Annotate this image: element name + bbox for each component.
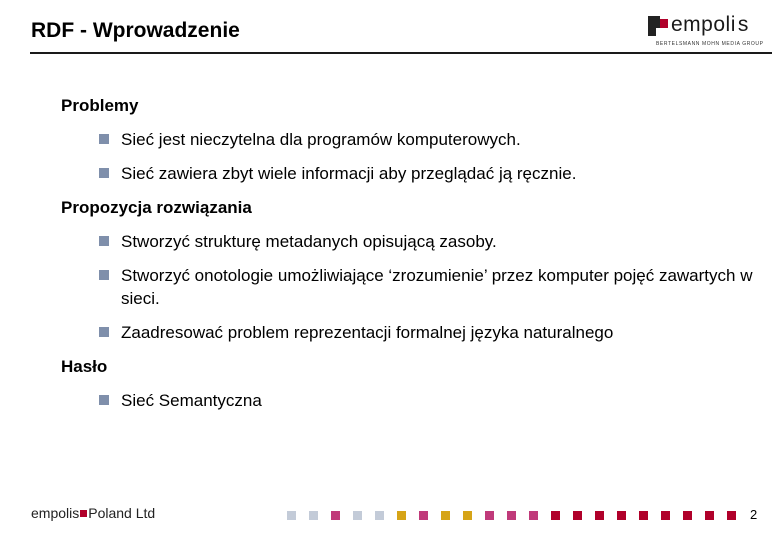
footer-square — [397, 511, 406, 520]
list-item — [61, 162, 761, 185]
square-bullet-icon — [99, 395, 109, 405]
footer-square — [617, 511, 626, 520]
footer-square — [551, 511, 560, 520]
footer-square — [705, 511, 714, 520]
bullet-list — [61, 128, 761, 185]
section-heading: Hasło — [61, 357, 108, 376]
footer-square — [353, 511, 362, 520]
logo-subtitle: BERTELSMANN MOHN MEDIA GROUP — [656, 41, 764, 47]
slide-title: RDF - Wprowadzenie — [31, 19, 240, 42]
brand-square-icon — [80, 510, 87, 517]
footer-square — [485, 511, 494, 520]
page-number: 2 — [750, 507, 758, 522]
list-item-text: Sieć jest nieczytelna dla programów komputerowych. — [121, 130, 521, 149]
slide-content — [61, 95, 761, 412]
footer-square — [727, 511, 736, 520]
square-bullet-icon — [99, 270, 109, 280]
square-bullet-icon — [99, 134, 109, 144]
title-divider — [30, 52, 772, 54]
list-item-text: Zaadresować problem reprezentacji formalnej języka naturalnego — [121, 323, 614, 342]
section-heading: Propozycja rozwiązania — [61, 198, 252, 217]
list-item-text: Stworzyć strukturę metadanych opisującą zasoby. — [121, 232, 497, 251]
footer-brand: empolis — [31, 505, 80, 521]
footer-square — [683, 511, 692, 520]
footer-square — [463, 511, 472, 520]
footer-square — [331, 511, 340, 520]
list-item — [61, 321, 761, 344]
logo-wordmark: empolis — [671, 13, 749, 36]
square-bullet-icon — [99, 236, 109, 246]
footer-suffix: Poland Ltd — [88, 505, 156, 521]
list-item — [61, 230, 761, 253]
bullet-list — [61, 230, 761, 344]
logo-mark-icon — [648, 16, 668, 36]
list-item — [61, 264, 761, 310]
square-bullet-icon — [99, 168, 109, 178]
footer-square — [595, 511, 604, 520]
list-item-text: Sieć Semantyczna — [121, 391, 262, 410]
footer-square — [573, 511, 582, 520]
footer-square — [661, 511, 670, 520]
footer-square — [419, 511, 428, 520]
footer-square — [309, 511, 318, 520]
section-heading: Problemy — [61, 96, 139, 115]
bullet-list — [61, 389, 761, 412]
footer-logo — [31, 505, 155, 521]
footer-square — [529, 511, 538, 520]
footer-square — [287, 511, 296, 520]
footer-square — [375, 511, 384, 520]
list-item-text: Sieć zawiera zbyt wiele informacji aby przeglądać ją ręcznie. — [121, 164, 577, 183]
square-bullet-icon — [99, 327, 109, 337]
footer-square — [507, 511, 516, 520]
footer-square — [639, 511, 648, 520]
empolis-logo — [648, 13, 772, 50]
list-item — [61, 128, 761, 151]
footer-square — [441, 511, 450, 520]
list-item — [61, 389, 761, 412]
list-item-text: Stworzyć onotologie umożliwiające ‘zrozumienie’ przez komputer pojęć zawartych w sieci. — [121, 266, 753, 308]
